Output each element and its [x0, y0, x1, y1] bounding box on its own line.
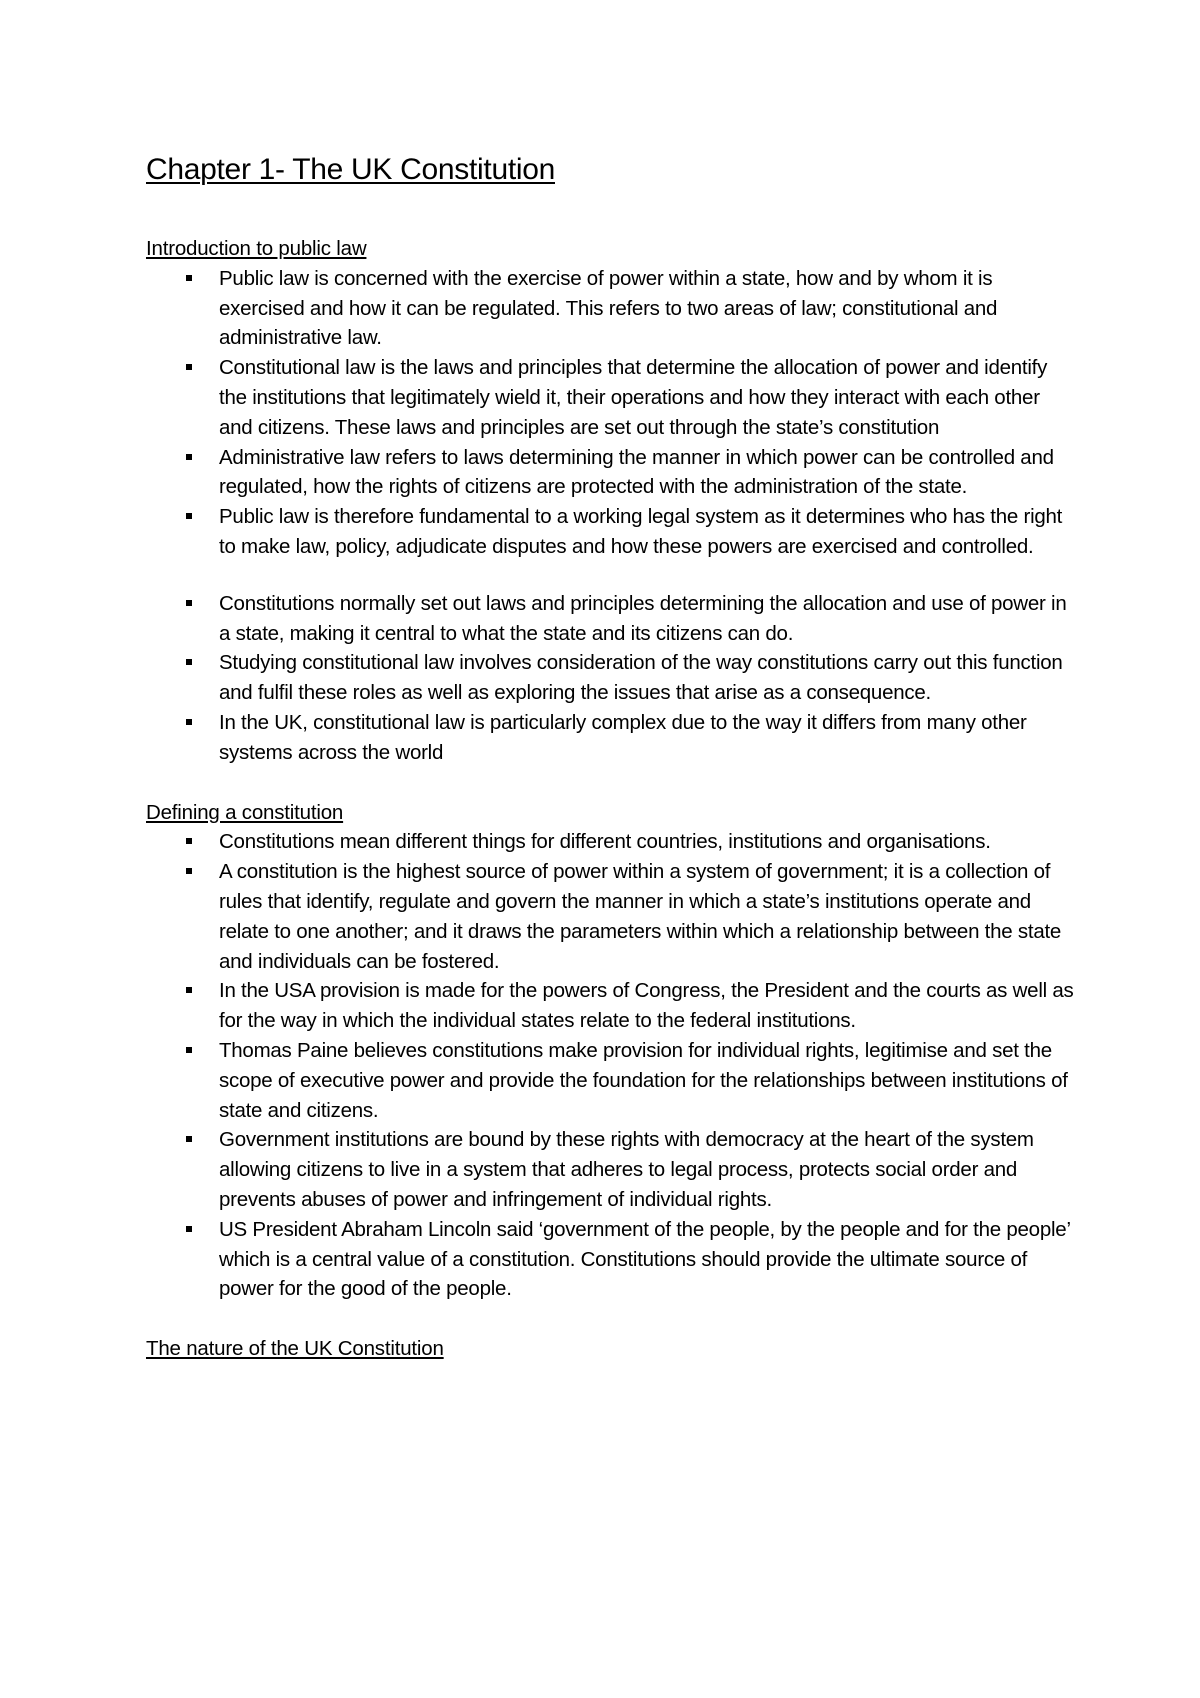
- list-item: [146, 264, 1076, 353]
- bullet-icon: [186, 364, 192, 370]
- bullet-icon: [186, 1047, 192, 1053]
- bullet-list: [146, 827, 1076, 1304]
- bullet-icon: [186, 987, 192, 993]
- list-item-text: Public law is therefore fundamental to a working legal system as it determines who has the right to make law, policy, adjudicate disputes and how these powers are exercised and controlled.: [219, 505, 1063, 558]
- list-item-text: Constitutions normally set out laws and principles determining the allocation and use of power in a state, making it central to what the state and its citizens can do.: [219, 591, 1067, 645]
- bullet-icon: [186, 454, 192, 460]
- section-heading: The nature of the UK Constitution: [146, 1337, 444, 1361]
- list-item: [146, 648, 1076, 708]
- list-item: [146, 443, 1076, 503]
- list-item-text: US President Abraham Lincoln said ‘government of the people, by the people and for the people’ which is a central value of a constitution. Constitutions should provide the ultimate source of power for the good of the people.: [219, 1217, 1070, 1301]
- bullet-list: [146, 264, 1076, 562]
- list-item-text: In the UK, constitutional law is particularly complex due to the way it differs from many other systems across the world: [219, 710, 1027, 764]
- list-item-text: Studying constitutional law involves consideration of the way constitutions carry out this function and fulfil these roles as well as exploring the issues that arise as a consequence.: [219, 651, 1063, 705]
- section-spacer: [146, 1304, 1076, 1334]
- list-item-text: In the USA provision is made for the powers of Congress, the President and the courts as well as for the way in which the individual states relate to the federal institutions.: [219, 979, 1074, 1033]
- section-heading: Defining a constitution: [146, 800, 344, 824]
- section-spacer: [146, 768, 1076, 798]
- list-item: [146, 589, 1076, 649]
- bullet-list: [146, 589, 1076, 768]
- section-introduction: [146, 234, 1076, 768]
- section-heading: Introduction to public law: [146, 237, 367, 260]
- list-item-text: Constitutional law is the laws and principles that determine the allocation of power and identify the institutions that legitimately wield it, their operations and how they interact with each other and citizens. These laws and principles are set out through the state’s constitution: [219, 356, 1048, 439]
- list-item: [146, 976, 1076, 1036]
- bullet-icon: [186, 600, 192, 606]
- list-item: [146, 857, 1076, 976]
- list-item: [146, 1215, 1076, 1304]
- bullet-icon: [186, 1136, 192, 1142]
- list-item-text: Public law is concerned with the exercise of power within a state, how and by whom it is exercised and how it can be regulated. This refers to two areas of law; constitutional and administrative law.: [219, 266, 998, 350]
- list-item: [146, 708, 1076, 768]
- bullet-icon: [186, 838, 192, 844]
- list-item-text: A constitution is the highest source of power within a system of government; it is a collection of rules that identify, regulate and govern the manner in which a state’s institutions operate and relate to one another; and it draws the parameters within which a relationship between the state and individuals can be fostered.: [219, 860, 1062, 973]
- section-defining-constitution: [146, 798, 1076, 1305]
- list-item-text: Constitutions mean different things for different countries, institutions and organisations.: [219, 830, 991, 854]
- paragraph-spacer: [146, 562, 1076, 589]
- list-item-text: Government institutions are bound by these rights with democracy at the heart of the system allowing citizens to live in a system that adheres to legal process, protects social order and prevents abuses of power and infringement of individual rights.: [219, 1128, 1034, 1211]
- list-item: [146, 827, 1076, 857]
- list-item: [146, 353, 1076, 442]
- document-body: [146, 150, 1076, 1364]
- section-nature-uk-constitution: [146, 1334, 1076, 1364]
- list-item: [146, 1036, 1076, 1125]
- list-item-text: Administrative law refers to laws determining the manner in which power can be controlled and regulated, how the rights of citizens are protected with the administration of the state.: [219, 445, 1054, 499]
- bullet-icon: [186, 1226, 192, 1232]
- list-item: [146, 502, 1076, 562]
- list-item-text: Thomas Paine believes constitutions make provision for individual rights, legitimise and set the scope of executive power and provide the foundation for the relationships between institutions of state and citizens.: [219, 1038, 1068, 1122]
- bullet-icon: [186, 275, 192, 281]
- list-item: [146, 1125, 1076, 1214]
- chapter-title: Chapter 1- The UK Constitution: [146, 153, 555, 186]
- bullet-icon: [186, 659, 192, 665]
- bullet-icon: [186, 868, 192, 874]
- bullet-icon: [186, 719, 192, 725]
- bullet-icon: [186, 513, 192, 519]
